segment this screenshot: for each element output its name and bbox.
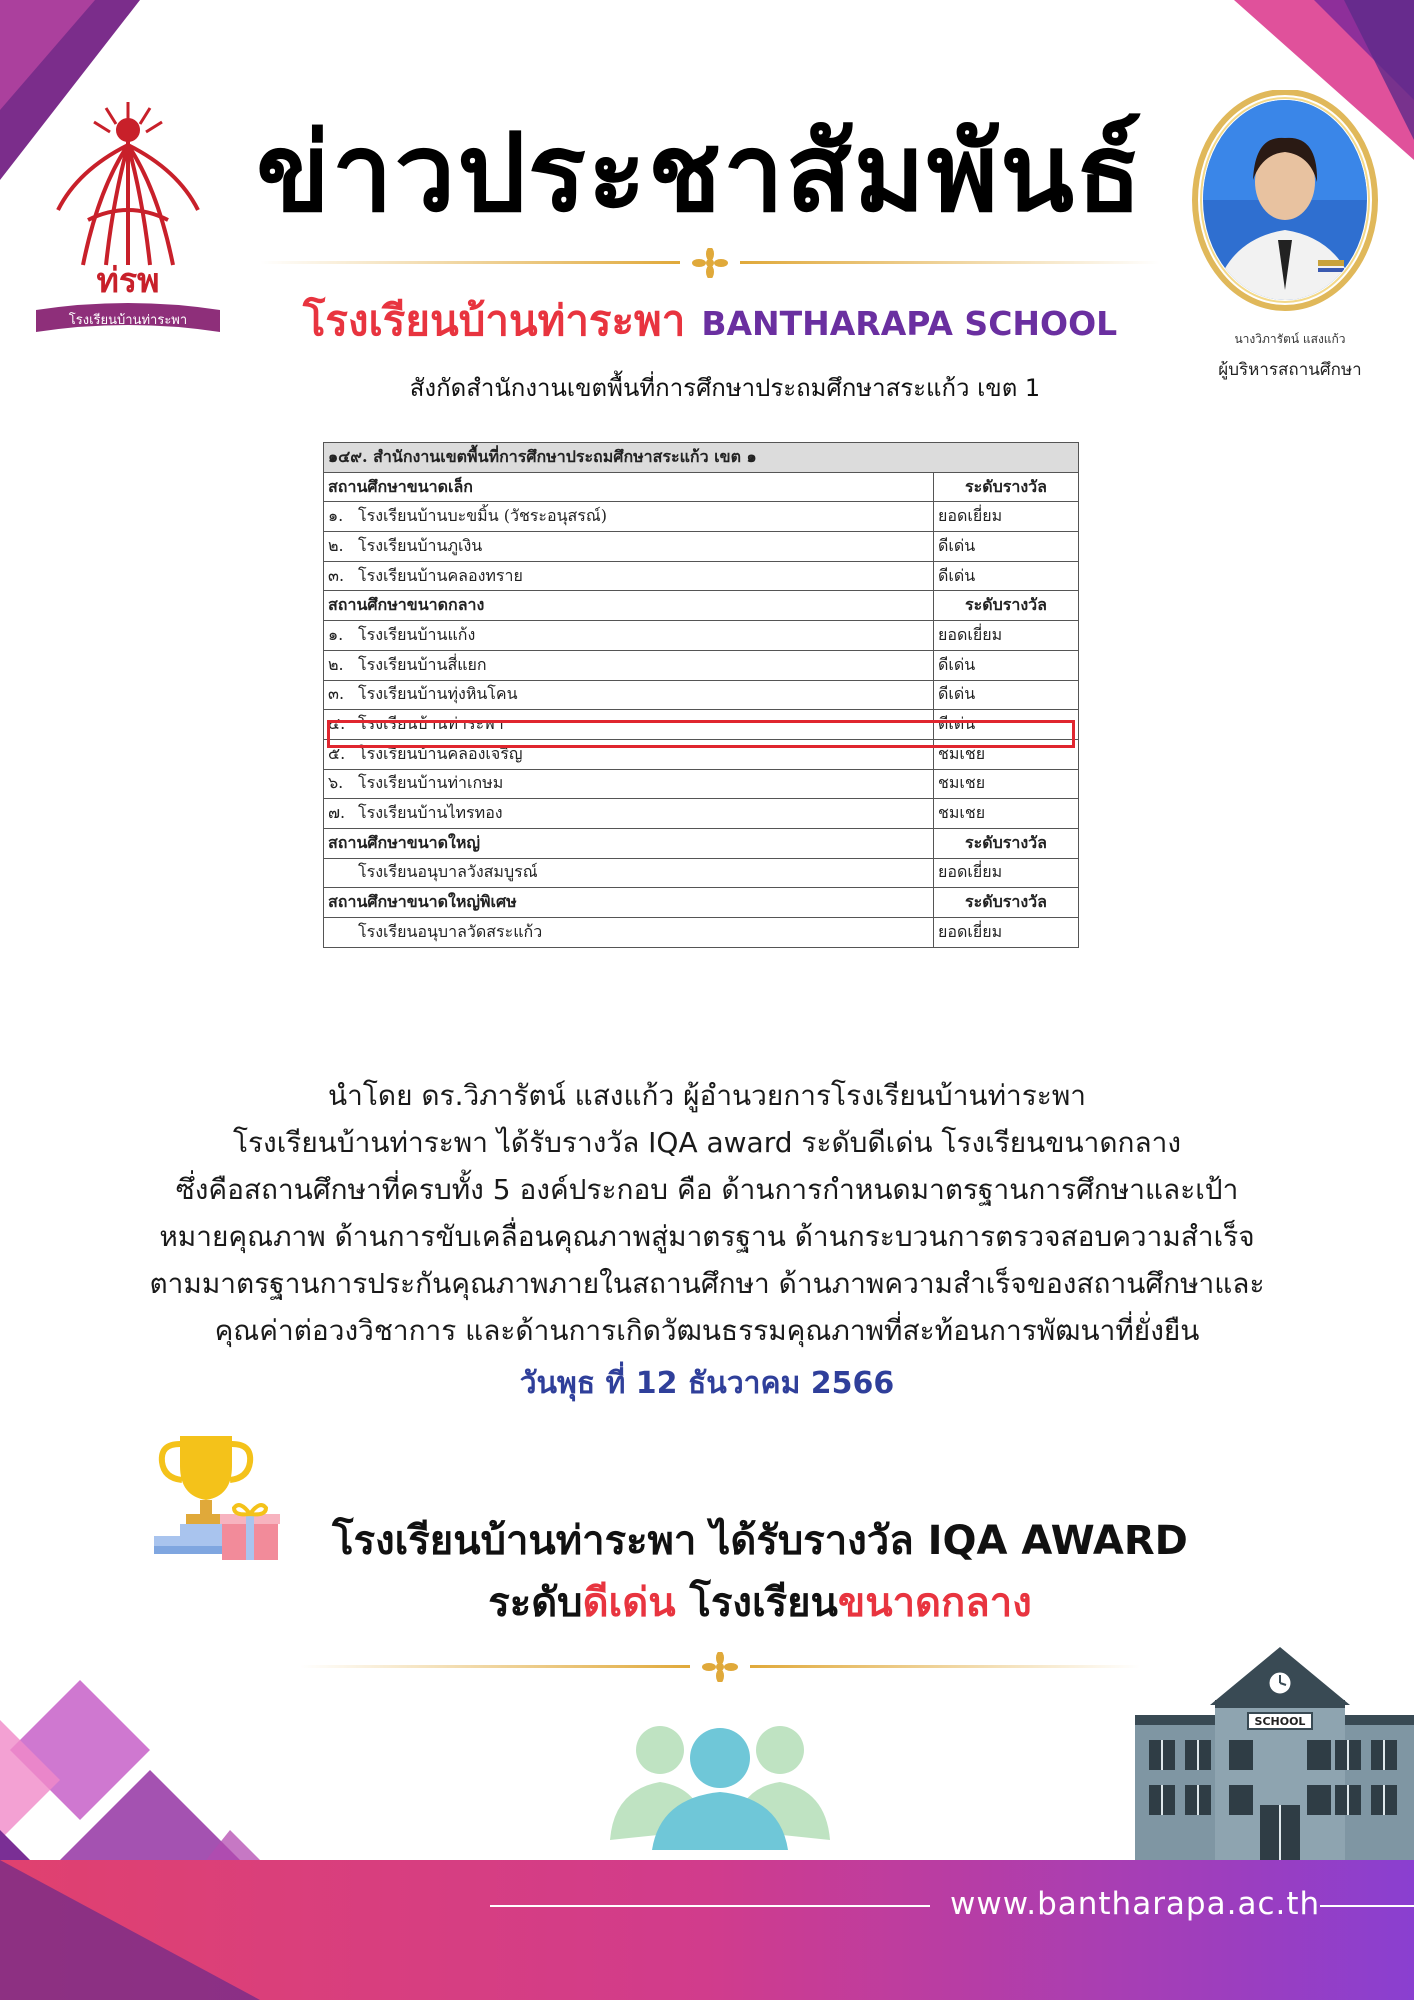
table-row — [324, 650, 1079, 680]
level-header: ระดับรางวัล — [934, 472, 1079, 502]
category-row — [324, 828, 1079, 858]
row-number: ๑. — [328, 624, 344, 644]
category-label: สถานศึกษาขนาดกลาง — [324, 591, 934, 621]
row-level: ดีเด่น — [934, 710, 1079, 740]
category-row — [324, 888, 1079, 918]
highlight-box — [327, 720, 1075, 748]
category-row — [324, 591, 1079, 621]
body-line: ซึ่งคือสถานศึกษาที่ครบทั้ง 5 องค์ประกอบ คือ ด้านการกำหนดมาตรฐานการศึกษาและเป้า — [175, 1173, 1239, 1206]
category-label: สถานศึกษาขนาดเล็ก — [324, 472, 934, 502]
body-line: ตามมาตรฐานการประกันคุณภาพภายในสถานศึกษา ด้านภาพความสำเร็จของสถานศึกษาและ — [149, 1267, 1265, 1300]
award-level: ดีเด่น — [582, 1580, 676, 1626]
level-header: ระดับรางวัล — [934, 888, 1079, 918]
row-number: ๒. — [328, 535, 344, 555]
logo-monogram: ท่รพ — [96, 261, 160, 301]
director-portrait — [1190, 90, 1380, 315]
director-name: นางวิภารัตน์ แสงแก้ว — [1234, 332, 1346, 346]
footer-band — [0, 1860, 1414, 2000]
school-building-icon — [1135, 1645, 1414, 1860]
table-row — [324, 858, 1079, 888]
level-header: ระดับรางวัล — [934, 828, 1079, 858]
row-number: ๓. — [328, 684, 345, 704]
table-caption-row — [324, 443, 1079, 473]
row-school: โรงเรียนอนุบาลวัดสระแก้ว — [358, 921, 543, 941]
award-mid: โรงเรียน — [675, 1580, 838, 1626]
trophy-icon — [150, 1430, 290, 1570]
table-row — [324, 799, 1079, 829]
row-school: โรงเรียนบ้านบะขมิ้น (วัชระอนุสรณ์) — [358, 506, 607, 526]
table-row — [324, 918, 1079, 948]
row-school: โรงเรียนบ้านแก้ง — [358, 624, 476, 644]
body-line: นำโดย ดร.วิภารัตน์ แสงแก้ว ผู้อำนวยการโรงเรียนบ้านท่าระพา — [327, 1079, 1087, 1112]
news-date: วันพุธ ที่ 12 ธันวาคม 2566 — [519, 1366, 895, 1401]
people-icon — [600, 1710, 840, 1850]
director-position: ผู้บริหารสถานศึกษา — [1218, 360, 1362, 380]
school-logo — [28, 100, 228, 340]
table-row — [324, 769, 1079, 799]
row-school: โรงเรียนบ้านท่าระพา — [358, 714, 504, 734]
row-number: ๕. — [328, 743, 346, 763]
row-level: ยอดเยี่ยม — [934, 858, 1079, 888]
row-level: ยอดเยี่ยม — [934, 502, 1079, 532]
row-number: ๒. — [328, 654, 344, 674]
row-school: โรงเรียนบ้านภูเงิน — [358, 535, 483, 555]
affiliation-text: สังกัดสำนักงานเขตพื้นที่การศึกษาประถมศึกษาสระแก้ว เขต 1 — [409, 374, 1041, 402]
footer-website-link[interactable]: www.bantharapa.ac.th — [950, 1886, 1321, 1922]
level-header: ระดับรางวัล — [934, 591, 1079, 621]
body-line: คุณค่าต่อวงวิชาการ และด้านการเกิดวัฒนธรรมคุณภาพที่สะท้อนการพัฒนาที่ยั่งยืน — [214, 1314, 1200, 1347]
school-name-thai: โรงเรียนบ้านท่าระพา — [302, 296, 686, 345]
page-headline: ข่าวประชาสัมพันธ์ — [256, 111, 1144, 236]
row-level: ยอดเยี่ยม — [934, 621, 1079, 651]
row-school: โรงเรียนบ้านคลองทราย — [358, 565, 523, 585]
body-line: โรงเรียนบ้านท่าระพา ได้รับรางวัล IQA award ระดับดีเด่น โรงเรียนขนาดกลาง — [232, 1126, 1182, 1159]
table-row — [324, 561, 1079, 591]
row-number: ๗. — [328, 803, 346, 823]
award-prefix: ระดับ — [488, 1580, 583, 1626]
table-caption: ๑๔๙. สำนักงานเขตพื้นที่การศึกษาประถมศึกษาสระแก้ว เขต ๑ — [324, 443, 1079, 473]
school-name-row — [285, 296, 1135, 345]
category-label: สถานศึกษาขนาดใหญ่พิเศษ — [324, 888, 934, 918]
category-label: สถานศึกษาขนาดใหญ่ — [324, 828, 934, 858]
category-row — [324, 472, 1079, 502]
row-school: โรงเรียนบ้านคลองเจริญ — [358, 743, 523, 763]
ornament-icon — [300, 1652, 1140, 1682]
row-level: ชมเชย — [934, 799, 1079, 829]
row-level: ดีเด่น — [934, 532, 1079, 562]
table-row — [324, 532, 1079, 562]
award-headline-line2 — [310, 1570, 1210, 1634]
award-headline-line1: โรงเรียนบ้านท่าระพา ได้รับรางวัล IQA AWARD — [332, 1518, 1188, 1564]
row-level: ดีเด่น — [934, 650, 1079, 680]
row-school: โรงเรียนอนุบาลวังสมบูรณ์ — [358, 862, 538, 882]
school-name-english: BANTHARAPA SCHOOL — [701, 304, 1118, 343]
row-number: ๑. — [328, 506, 344, 526]
gift-icon — [220, 1505, 280, 1560]
row-number: ๖. — [328, 773, 344, 793]
table-row — [324, 680, 1079, 710]
body-line: หมายคุณภาพ ด้านการขับเคลื่อนคุณภาพสู่มาตรฐาน ด้านกระบวนการตรวจสอบความสำเร็จ — [159, 1220, 1255, 1253]
row-level: ดีเด่น — [934, 561, 1079, 591]
row-school: โรงเรียนบ้านสี่แยก — [358, 654, 487, 674]
footer-divider — [490, 1905, 930, 1907]
award-size: ขนาดกลาง — [837, 1580, 1032, 1626]
ornament-icon — [260, 248, 1160, 278]
table-row — [324, 621, 1079, 651]
row-school: โรงเรียนบ้านทุ่งหินโคน — [358, 684, 518, 704]
row-school: โรงเรียนบ้านไทรทอง — [358, 803, 503, 823]
building-sign: SCHOOL — [1254, 1715, 1306, 1728]
news-body — [40, 1072, 1374, 1354]
logo-banner-text: โรงเรียนบ้านท่าระพา — [68, 313, 188, 328]
footer-divider — [1320, 1905, 1414, 1907]
table-row — [324, 502, 1079, 532]
row-number: ๔. — [328, 714, 346, 734]
row-level: ดีเด่น — [934, 680, 1079, 710]
row-school: โรงเรียนบ้านท่าเกษม — [358, 773, 504, 793]
row-level: ชมเชย — [934, 769, 1079, 799]
row-level: ชมเชย — [934, 739, 1079, 769]
results-table — [323, 442, 1079, 948]
row-number: ๓. — [328, 565, 345, 585]
row-level: ยอดเยี่ยม — [934, 918, 1079, 948]
